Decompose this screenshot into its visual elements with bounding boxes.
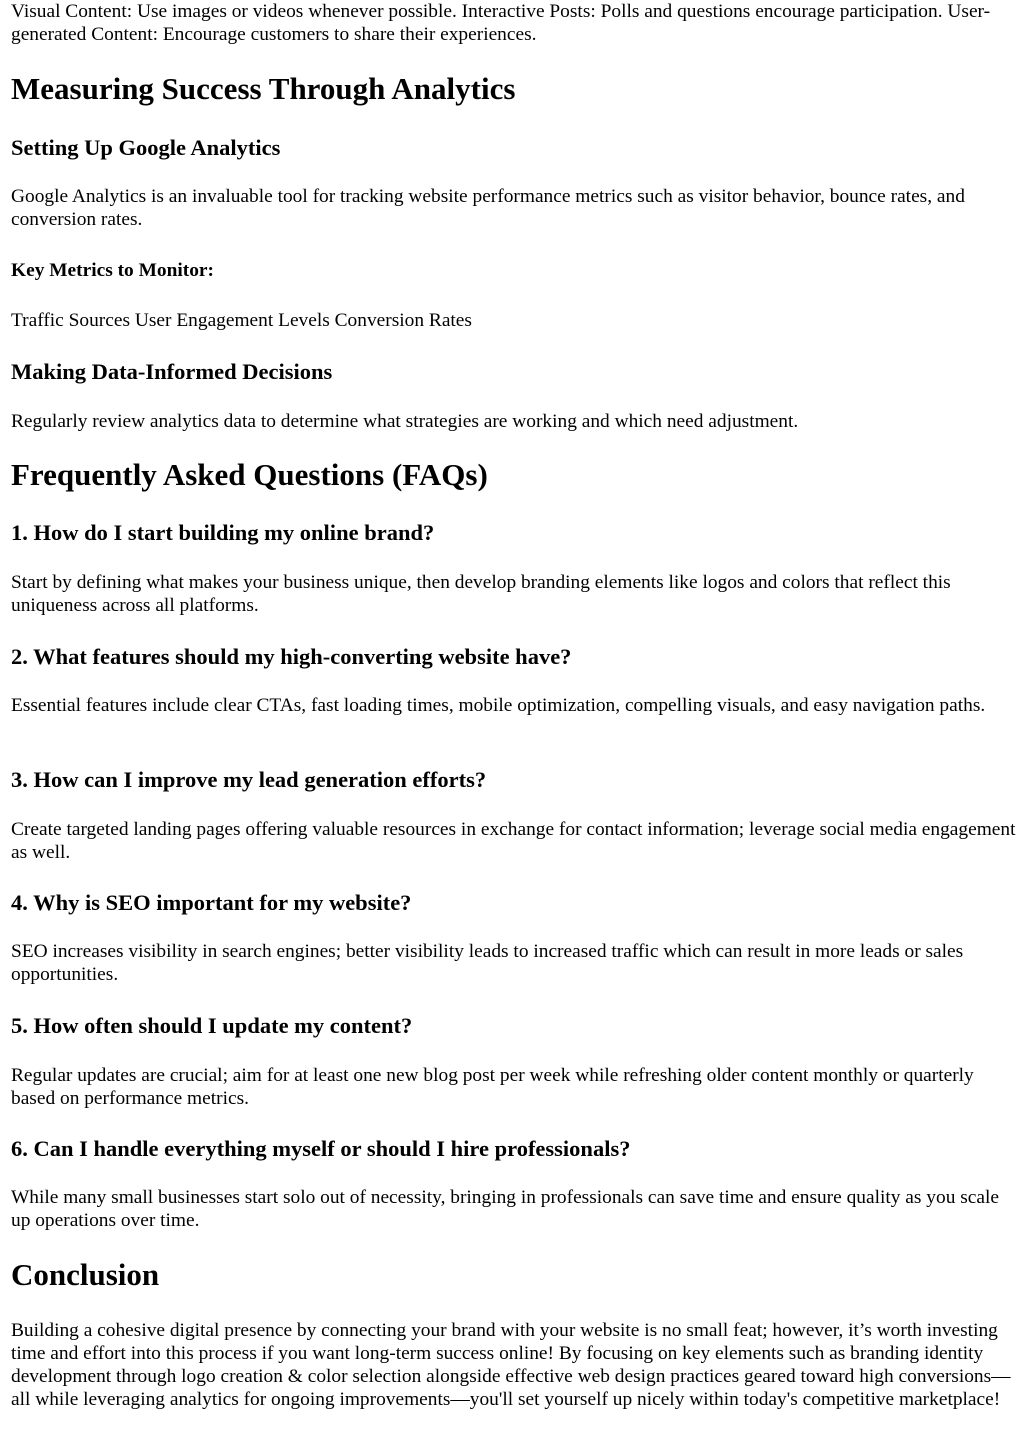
intro-paragraph: Visual Content: Use images or videos whenever possible. Interactive Posts: Polls and questions encourage participation. User-generated Content: Encourage customers to share their experiences.	[11, 1, 991, 45]
faq-question: 3. How can I improve my lead generation efforts?	[11, 767, 487, 792]
faq-question: 4. Why is SEO important for my website?	[11, 890, 412, 915]
conclusion-paragraph: Building a cohesive digital presence by connecting your brand with your website is no small feat; however, it’s worth investing time and effort into this process if you want long-term success online! By focusing on key elements such as branding identity development through logo creation & color selection alongside effective web design practices geared toward high conversions—all while leveraging analytics for ongoing improvements—you'll set yourself up nicely within today's competitive marketplace!	[11, 1320, 1011, 1410]
decisions-paragraph: Regularly review analytics data to determine what strategies are working and which need adjustment.	[11, 411, 799, 432]
metrics-paragraph: Traffic Sources User Engagement Levels Conversion Rates	[11, 310, 472, 331]
faq-answer: Create targeted landing pages offering valuable resources in exchange for contact information; leverage social media engagement as well.	[11, 819, 1016, 863]
faq-answer: SEO increases visibility in search engines; better visibility leads to increased traffic which can result in more leads or sales opportunities.	[11, 941, 964, 985]
setup-heading: Setting Up Google Analytics	[11, 135, 281, 160]
faq-question: 5. How often should I update my content?	[11, 1013, 413, 1038]
faq-answer: Regular updates are crucial; aim for at least one new blog post per week while refreshing older content monthly or quarterly based on performance metrics.	[11, 1065, 974, 1109]
metrics-heading: Key Metrics to Monitor:	[11, 260, 214, 281]
faq-answer: While many small businesses start solo out of necessity, bringing in professionals can save time and ensure quality as you scale up operations over time.	[11, 1187, 999, 1231]
analytics-heading: Measuring Success Through Analytics	[11, 71, 516, 106]
conclusion-heading: Conclusion	[11, 1257, 160, 1292]
faq-question: 2. What features should my high-converting website have?	[11, 644, 572, 669]
faq-answer: Start by defining what makes your business unique, then develop branding elements like logos and colors that reflect this uniqueness across all platforms.	[11, 572, 951, 616]
setup-paragraph: Google Analytics is an invaluable tool for tracking website performance metrics such as visitor behavior, bounce rates, and conversion rates.	[11, 186, 965, 230]
faq-question: 6. Can I handle everything myself or should I hire professionals?	[11, 1136, 631, 1161]
faq-question: 1. How do I start building my online brand?	[11, 520, 435, 545]
faq-heading: Frequently Asked Questions (FAQs)	[11, 457, 488, 492]
faq-answer: Essential features include clear CTAs, fast loading times, mobile optimization, compelling visuals, and easy navigation paths.	[11, 695, 986, 716]
decisions-heading: Making Data-Informed Decisions	[11, 359, 333, 384]
